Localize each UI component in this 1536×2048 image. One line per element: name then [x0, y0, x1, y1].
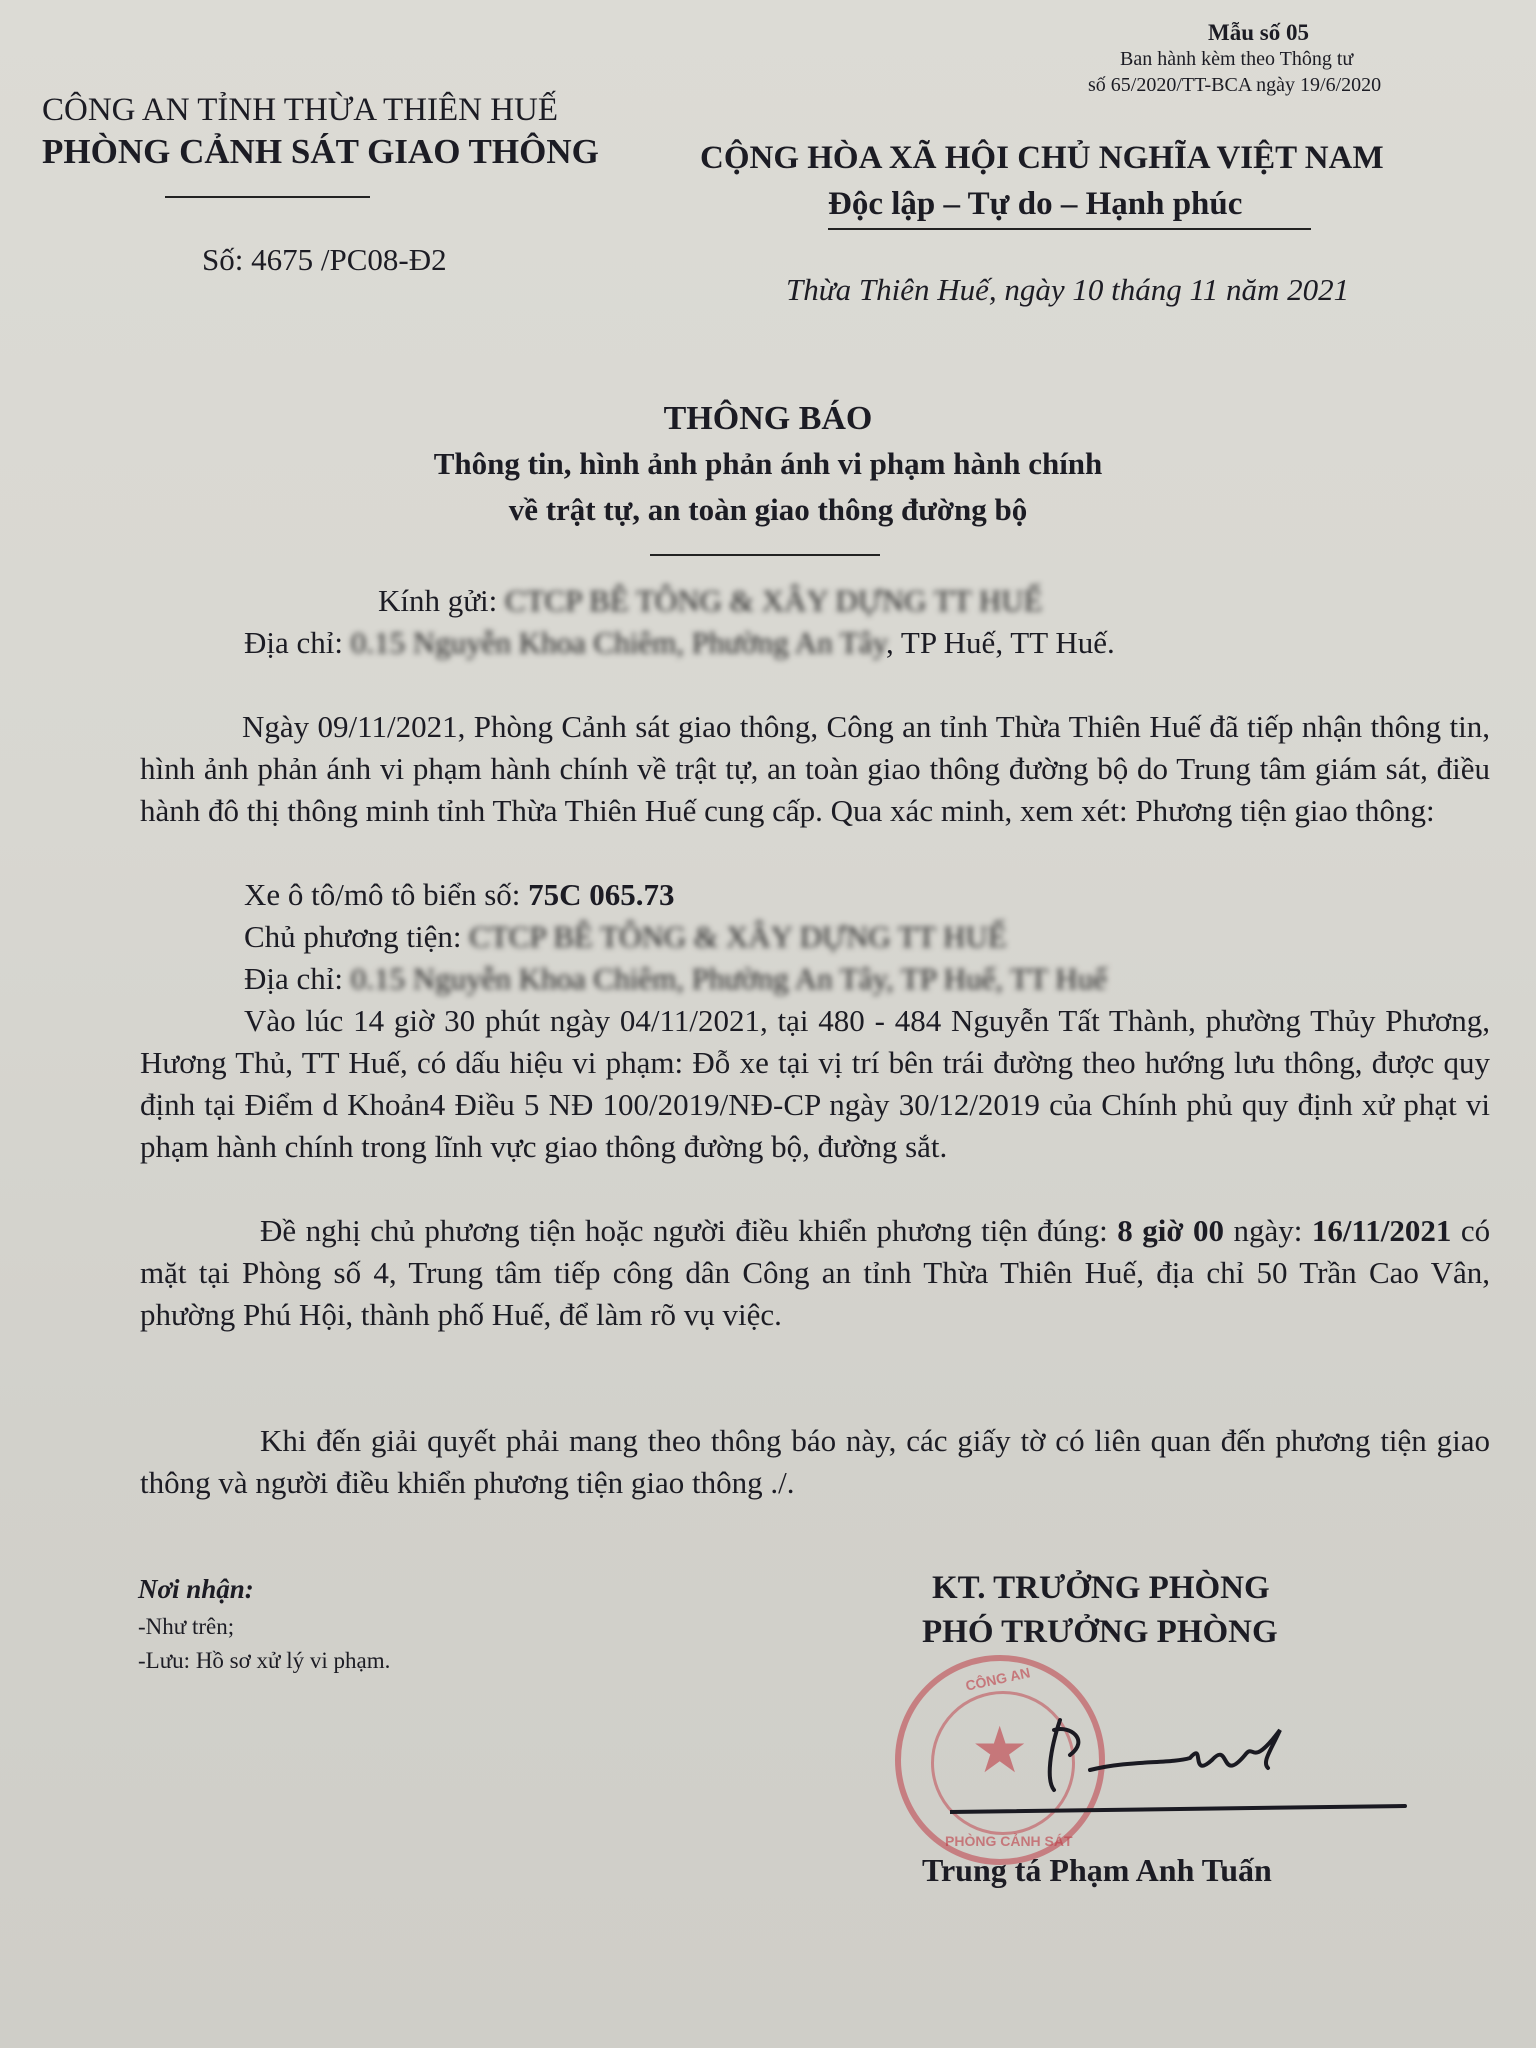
- agency-parent: CÔNG AN TỈNH THỪA THIÊN HUẾ: [42, 92, 559, 128]
- notice-subtitle-2: về trật tự, an toàn giao thông đường bộ: [508, 492, 1028, 527]
- para3-text-a: Đề nghị chủ phương tiện hoặc người điều khiển phương tiện đúng:: [260, 1213, 1108, 1248]
- seal-star-icon: ★: [971, 1715, 1029, 1786]
- recipient-address-line: [244, 622, 1115, 664]
- agency-name: PHÒNG CẢNH SÁT GIAO THÔNG: [42, 132, 599, 171]
- title-underline: [650, 554, 880, 556]
- form-number: Mẫu số 05: [1208, 20, 1309, 45]
- para3-text-b: ngày:: [1233, 1213, 1303, 1248]
- form-issued-line1: Ban hành kèm theo Thông tư: [1120, 48, 1354, 70]
- handwritten-signature: [950, 1700, 1410, 1820]
- seal-text-top: CÔNG AN: [964, 1664, 1032, 1694]
- recipients-item-1: -Như trên;: [138, 1614, 235, 1639]
- signer-name: Trung tá Phạm Anh Tuấn: [922, 1852, 1272, 1888]
- agency-underline: [165, 196, 370, 198]
- recipient-address-hidden: 0.15 Nguyễn Khoa Chiêm, Phường An Tây: [350, 625, 886, 660]
- appointment-date: 16/11/2021: [1311, 1213, 1452, 1248]
- paragraph-3: [140, 1210, 1490, 1336]
- recipient-line: [378, 580, 1043, 622]
- recipients-label: Nơi nhận:: [138, 1574, 254, 1604]
- recipients-item-2: -Lưu: Hồ sơ xử lý vi phạm.: [138, 1648, 391, 1673]
- owner-address-line: [244, 958, 1107, 1000]
- nation-title: CỘNG HÒA XÃ HỘI CHỦ NGHĨA VIỆT NAM: [700, 140, 1384, 176]
- owner-address-value: 0.15 Nguyễn Khoa Chiêm, Phường An Tây, TP Huế, TT Huế: [350, 961, 1107, 996]
- signature-title-1: KT. TRƯỞNG PHÒNG: [932, 1570, 1270, 1606]
- plate-label: Xe ô tô/mô tô biển số:: [244, 877, 521, 912]
- paragraph-2: Vào lúc 14 giờ 30 phút ngày 04/11/2021, tại 480 - 484 Nguyễn Tất Thành, phường Thủy Phương, Hương Thủ, TT Huế, có dấu hiệu vi phạm: Đỗ xe tại vị trí bên trái đường theo hướng lưu thông, được quy định tại Điểm d Khoản4 Điều 5 NĐ 100/2019/NĐ-CP ngày 30/12/2019 của Chính phủ quy định xử phạt vi phạm hành chính trong lĩnh vực giao thông đường bộ, đường sắt.: [140, 1003, 1490, 1164]
- recipient-address-visible: , TP Huế, TT Huế.: [885, 625, 1115, 660]
- appointment-time: 8 giờ 00: [1117, 1213, 1224, 1248]
- motto-underline: [828, 228, 1311, 230]
- paragraph-1: Ngày 09/11/2021, Phòng Cảnh sát giao thông, Công an tỉnh Thừa Thiên Huế đã tiếp nhận thông tin, hình ảnh phản ánh vi phạm hành chính về trật tự, an toàn giao thông đường bộ do Trung tâm giám sát, điều hành đô thị thông minh tỉnh Thừa Thiên Huế cung cấp. Qua xác minh, xem xét: Phương tiện giao thông:: [140, 709, 1490, 828]
- place-date: Thừa Thiên Huế, ngày 10 tháng 11 năm 2021: [786, 272, 1350, 307]
- recipient-value: CTCP BÊ TÔNG & XÂY DỰNG TT HUẾ: [505, 583, 1043, 618]
- owner-value: CTCP BÊ TÔNG & XÂY DỰNG TT HUẾ: [469, 919, 1007, 954]
- doc-number: Số: 4675 /PC08-Đ2: [202, 242, 447, 277]
- recipient-label: Kính gửi:: [378, 583, 498, 618]
- notice-subtitle-1: Thông tin, hình ảnh phản ánh vi phạm hành chính: [433, 446, 1103, 481]
- seal-text-bottom: PHÒNG CẢNH SÁT: [945, 1833, 1073, 1849]
- nation-motto: Độc lập – Tự do – Hạnh phúc: [828, 186, 1243, 222]
- para3-text-c: có mặt tại Phòng số 4, Trung tâm tiếp công dân Công an tỉnh Thừa Thiên Huế, địa chỉ 50 Trần Cao Vân, phường Phú Hội, thành phố Huế, để làm rõ vụ việc.: [140, 1213, 1491, 1332]
- owner-address-label: Địa chỉ:: [244, 961, 343, 996]
- signature-title-2: PHÓ TRƯỞNG PHÒNG: [922, 1614, 1278, 1650]
- form-issued-line2: số 65/2020/TT-BCA ngày 19/6/2020: [1088, 74, 1382, 96]
- plate-value: 75C 065.73: [528, 877, 675, 912]
- recipient-address-label: Địa chỉ:: [244, 625, 343, 660]
- owner-label: Chủ phương tiện:: [244, 919, 462, 954]
- notice-title: THÔNG BÁO: [663, 400, 873, 437]
- paragraph-4: Khi đến giải quyết phải mang theo thông báo này, các giấy tờ có liên quan đến phương tiện giao thông và người điều khiển phương tiện giao thông ./.: [140, 1423, 1490, 1500]
- owner-line: [244, 916, 1007, 958]
- plate-line: [244, 874, 675, 916]
